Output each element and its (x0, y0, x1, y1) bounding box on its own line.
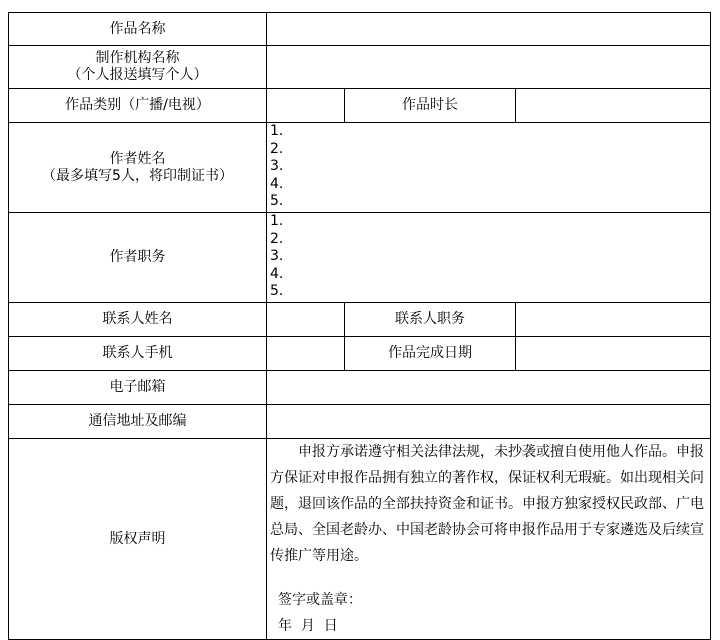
contact-phone-field[interactable] (267, 337, 345, 371)
row-work-name (9, 13, 711, 46)
producer-note: （个人报送填写个人） (67, 67, 208, 83)
authors-label: 作者姓名 (109, 150, 166, 167)
producer-label-cell (9, 46, 267, 89)
copyright-declaration (267, 439, 711, 640)
address-label: 通信地址及邮编 (9, 405, 267, 439)
completion-date-field[interactable] (516, 337, 711, 371)
author-number: 4. (270, 175, 284, 192)
contact-name-label: 联系人姓名 (9, 303, 267, 337)
address-field[interactable] (267, 405, 711, 439)
author-number: 5. (270, 193, 284, 209)
row-positions (9, 213, 711, 303)
email-label: 电子邮箱 (9, 371, 267, 405)
row-authors (9, 123, 711, 213)
positions-label: 作者职务 (9, 213, 267, 303)
application-form (8, 12, 711, 640)
author-number: 2. (270, 140, 284, 157)
row-contact-phone (9, 337, 711, 371)
work-name-label: 作品名称 (9, 13, 267, 46)
contact-position-field[interactable] (516, 303, 711, 337)
row-email (9, 371, 711, 405)
work-name-field[interactable] (267, 13, 711, 46)
author-number: 1. (270, 123, 284, 139)
producer-label: 制作机构名称 (95, 50, 180, 66)
position-number: 5. (270, 283, 284, 299)
authors-field[interactable] (267, 123, 711, 213)
row-address (9, 405, 711, 439)
row-contact-name (9, 303, 711, 337)
category-field[interactable] (267, 89, 345, 123)
position-number: 1. (270, 213, 284, 229)
completion-date-label: 作品完成日期 (345, 337, 516, 371)
signature-block (270, 587, 707, 639)
copyright-label: 版权声明 (9, 439, 267, 640)
positions-field[interactable] (267, 213, 711, 303)
contact-name-field[interactable] (267, 303, 345, 337)
row-producer (9, 46, 711, 89)
duration-label: 作品时长 (345, 89, 516, 123)
row-copyright (9, 439, 711, 640)
email-field[interactable] (267, 371, 711, 405)
authors-label-cell (9, 123, 267, 213)
copyright-text: 申报方承诺遵守相关法律法规，未抄袭或擅自使用他人作品。申报方保证对申报作品拥有独立的著作权，保证权利无瑕疵。如出现相关问题，退回该作品的全部扶持资金和证书。申报方独家授权民政部、广电总局、全国老龄办、中国老龄协会可将申报作品用于专家遴选及后续宣传推广等用途。 (270, 444, 704, 564)
contact-position-label: 联系人职务 (345, 303, 516, 337)
producer-field[interactable] (267, 46, 711, 89)
duration-field[interactable] (516, 89, 711, 123)
authors-note: （最多填写5人，将印制证书） (42, 167, 233, 184)
row-category (9, 89, 711, 123)
signature-label: 签字或盖章： (278, 592, 362, 608)
author-number: 3. (270, 158, 284, 174)
date-line: 年 月 日 (278, 618, 338, 634)
position-number: 2. (270, 230, 284, 247)
category-label: 作品类别（广播/电视） (9, 89, 267, 123)
position-number: 4. (270, 265, 284, 282)
position-number: 3. (270, 248, 284, 264)
contact-phone-label: 联系人手机 (9, 337, 267, 371)
